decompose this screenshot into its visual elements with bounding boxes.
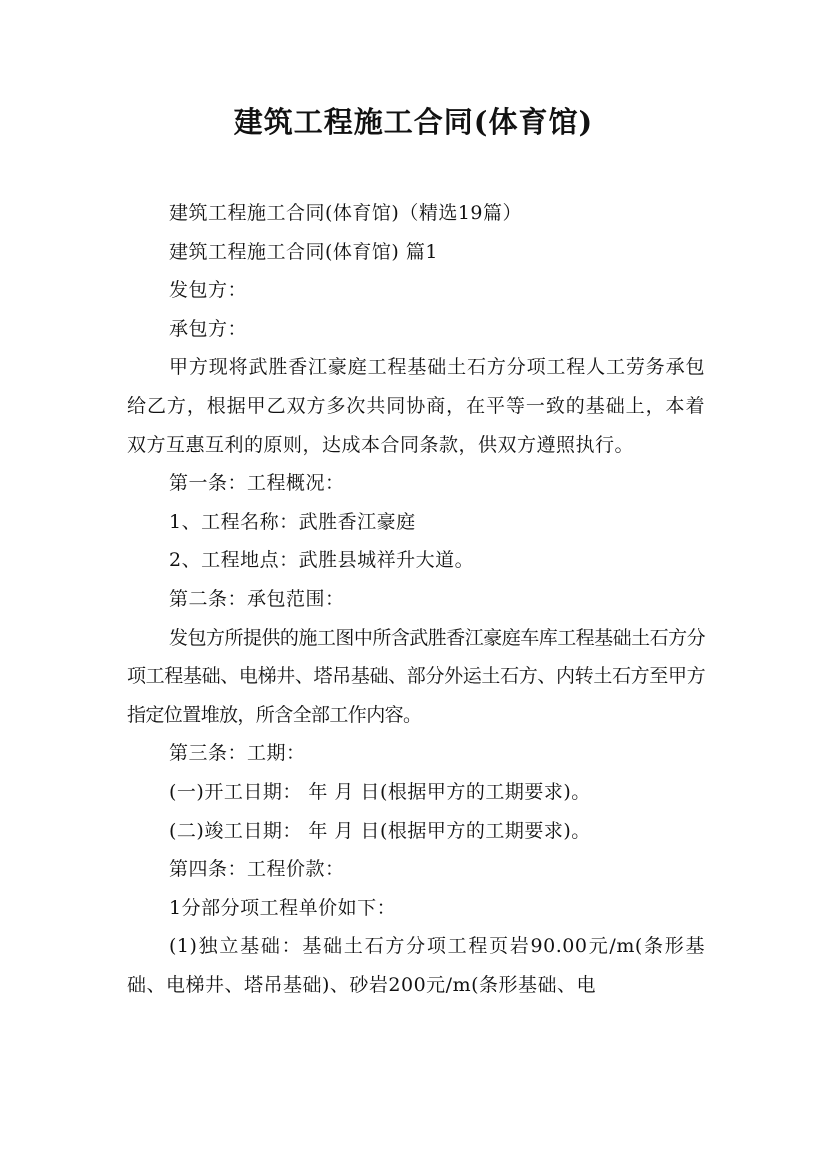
paragraph-project-location: 2、工程地点：武胜县城祥升大道。: [169, 549, 475, 572]
paragraph-article-3: 第三条：工期：: [169, 742, 306, 765]
paragraph-unit-price-intro: 1分部分项工程单价如下：: [169, 896, 397, 919]
paragraph-preamble: 甲方现将武胜香江豪庭工程基础土石方分项工程人工劳务承包给乙方，根据甲乙双方多次共同协商，在平等一致的基础上，本着双方互惠互利的原则，达成本合同条款，供双方遵照执行。: [127, 356, 705, 456]
paragraph-unit-price-item-1: (1)独立基础：基础土石方分项工程页岩90.00元/m(条形基础、电梯井、塔吊基础)、砂岩200元/m(条形基础、电: [127, 935, 705, 996]
document-body: [127, 194, 705, 1004]
paragraph-scope: 发包方所提供的施工图中所含武胜香江豪庭车库工程基础土石方分项工程基础、电梯井、塔吊基础、部分外运土石方、内转土石方至甲方指定位置堆放，所含全部工作内容。: [127, 626, 705, 726]
paragraph-contractor: 承包方：: [169, 317, 248, 340]
paragraph-start-date: (一)开工日期： 年 月 日(根据甲方的工期要求)。: [169, 780, 591, 803]
paragraph-end-date: (二)竣工日期： 年 月 日(根据甲方的工期要求)。: [169, 819, 591, 842]
paragraph-article-4: 第四条：工程价款：: [169, 858, 345, 881]
paragraph-subtitle: 建筑工程施工合同(体育馆)（精选19篇）: [169, 202, 523, 224]
paragraph-article-2: 第二条：承包范围：: [169, 587, 345, 610]
paragraph-employer: 发包方：: [169, 279, 248, 302]
document-title: 建筑工程施工合同(体育馆): [233, 105, 594, 139]
paragraph-project-name: 1、工程名称：武胜香江豪庭: [169, 510, 416, 533]
paragraph-section-heading: 建筑工程施工合同(体育馆) 篇1: [169, 240, 438, 263]
paragraph-article-1: 第一条：工程概况：: [169, 472, 345, 495]
